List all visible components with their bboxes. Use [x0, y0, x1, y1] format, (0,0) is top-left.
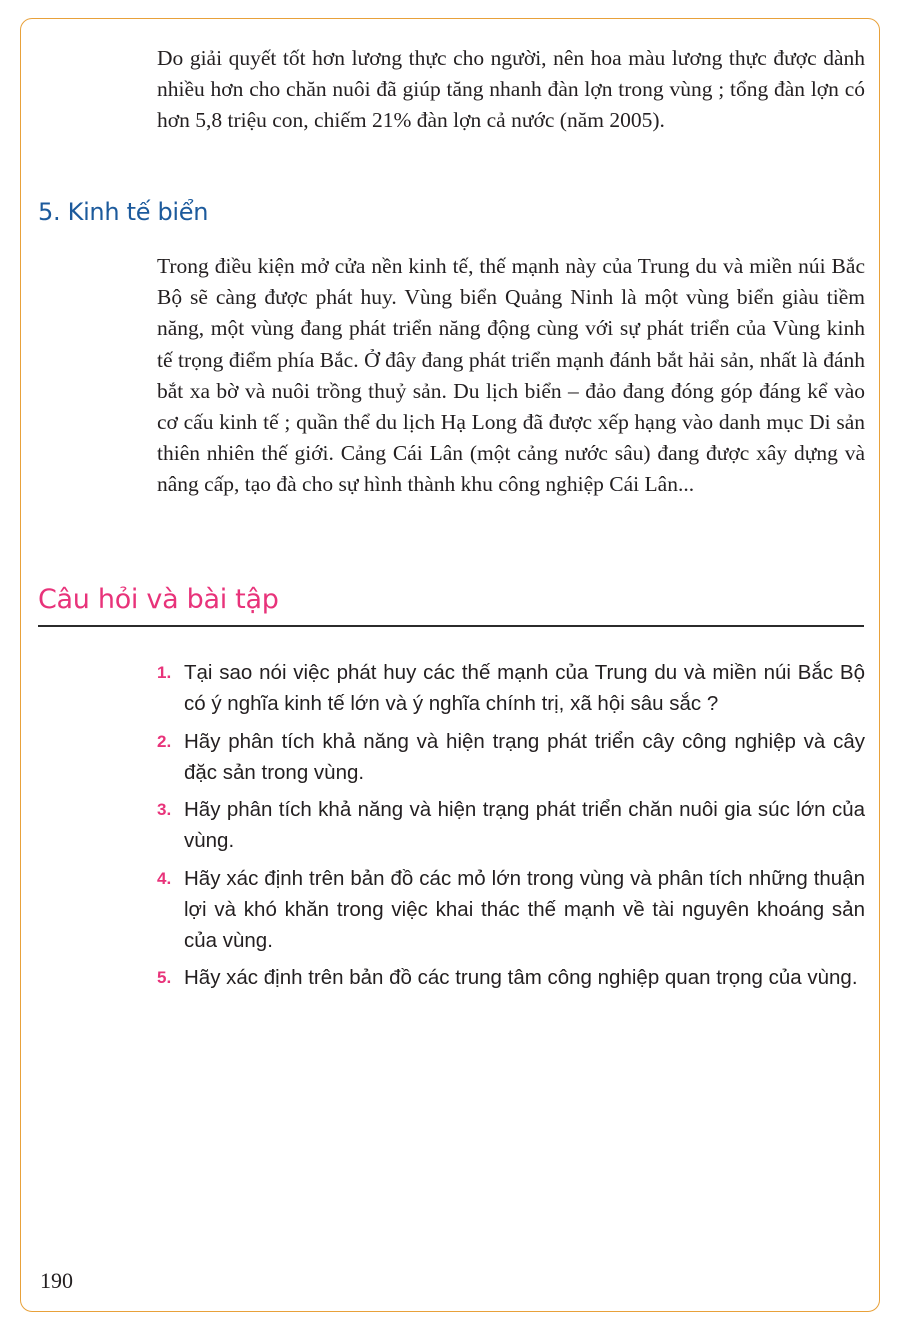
questions-list: [157, 657, 865, 1000]
questions-heading: Câu hỏi và bài tập: [38, 584, 279, 615]
marine-economy-paragraph: Trong điều kiện mở cửa nền kinh tế, thế mạnh này của Trung du và miền núi Bắc Bộ sẽ càng được phát huy. Vùng biển Quảng Ninh là một vùng biển giàu tiềm năng, một vùng đang phát triển năng động cùng với sự phát triển của Vùng kinh tế trọng điểm phía Bắc. Ở đây đang phát triển mạnh đánh bắt hải sản, nhất là đánh bắt xa bờ và nuôi trồng thuỷ sản. Du lịch biển – đảo đang đóng góp đáng kể vào cơ cấu kinh tế ; quần thể du lịch Hạ Long đã được xếp hạng vào danh mục Di sản thiên nhiên thế giới. Cảng Cái Lân (một cảng nước sâu) đang được xây dựng và nâng cấp, tạo đà cho sự hình thành khu công nghiệp Cái Lân...: [157, 254, 865, 497]
questions-heading-rule: [38, 625, 864, 627]
question-number: 3.: [157, 800, 172, 819]
question-text: Tại sao nói việc phát huy các thế mạnh của Trung du và miền núi Bắc Bộ có ý nghĩa kinh tế lớn và ý nghĩa chính trị, xã hội sâu sắc ?: [184, 661, 865, 715]
question-item: [157, 962, 865, 993]
section-heading-marine-economy: 5. Kinh tế biển: [38, 198, 209, 226]
question-text: Hãy phân tích khả năng và hiện trạng phát triển cây công nghiệp và cây đặc sản trong vùng.: [184, 729, 865, 784]
question-number: 2.: [157, 731, 172, 751]
question-number: 4.: [157, 868, 172, 888]
question-item: [157, 726, 865, 788]
question-item: [157, 794, 865, 856]
question-number: 1.: [157, 663, 172, 682]
question-item: [157, 863, 865, 956]
intro-paragraph: Do giải quyết tốt hơn lương thực cho người, nên hoa màu lương thực được dành nhiều hơn cho chăn nuôi đã giúp tăng nhanh đàn lợn trong vùng ; tổng đàn lợn có hơn 5,8 triệu con, chiếm 21% đàn lợn cả nước (năm 2005).: [157, 46, 865, 133]
question-text: Hãy xác định trên bản đồ các trung tâm công nghiệp quan trọng của vùng.: [184, 966, 858, 989]
question-text: Hãy xác định trên bản đồ các mỏ lớn trong vùng và phân tích những thuận lợi và khó khăn trong việc khai thác thế mạnh về tài nguyên khoáng sản của vùng.: [184, 866, 865, 952]
page-number: 190: [40, 1268, 73, 1293]
question-text: Hãy phân tích khả năng và hiện trạng phát triển chăn nuôi gia súc lớn của vùng.: [184, 798, 865, 852]
question-item: [157, 657, 865, 719]
question-number: 5.: [157, 968, 172, 987]
